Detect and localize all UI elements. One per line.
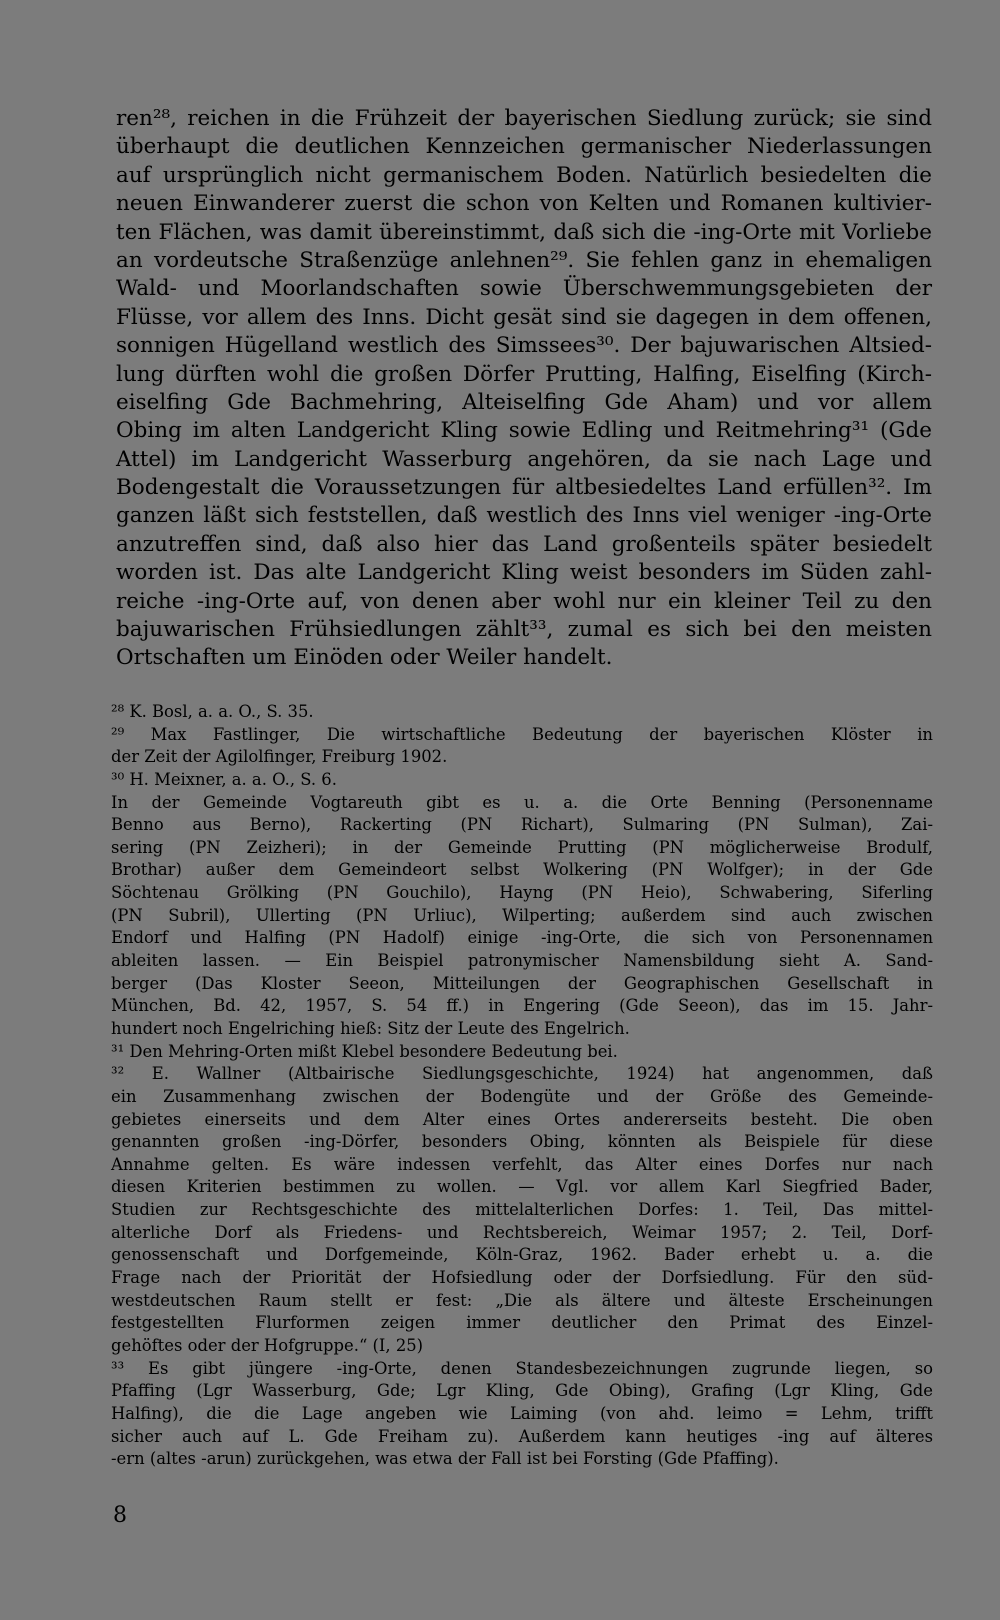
footnote-line: festgestellten Flurformen zeigen immer deutlicher den Primat des Einzel- [111,1313,933,1333]
footnote-line: hundert noch Engelriching hieß: Sitz der Leute des Engelrich. [111,1018,630,1038]
footnote-line: ableiten lassen. — Ein Beispiel patronymischer Namensbildung sieht A. Sand- [111,951,933,971]
footnote-line: München, Bd. 42, 1957, S. 54 ff.) in Engering (Gde Seeon), das im 15. Jahr- [111,996,933,1016]
footnote-31: ³¹ Den Mehring-Orten mißt Klebel besondere Bedeutung bei. [111,1041,618,1061]
body-line: worden ist. Das alte Landgericht Kling weist besonders im Süden zahl- [116,560,932,586]
footnote-line: -ern (altes -arun) zurückgehen, was etwa der Fall ist bei Forsting (Gde Pfaffing). [111,1449,779,1469]
footnote-line: westdeutschen Raum stellt er fest: „Die als ältere und älteste Erscheinungen [111,1290,933,1310]
footnote-line: ein Zusammenhang zwischen der Bodengüte und der Größe des Gemeinde- [111,1086,933,1106]
footnote-line: Brothar) außer dem Gemeindeort selbst Wolkering (PN Wolfger); in der Gde [111,860,933,880]
body-line: reiche -ing-Orte auf, von denen aber wohl nur ein kleiner Teil zu den [116,588,932,614]
body-line: anzutreffen sind, daß also hier das Land großenteils später besiedelt [116,531,932,557]
footnote-29: ²⁹ Max Fastlinger, Die wirtschaftliche Bedeutung der bayerischen Klöster in [111,724,933,744]
body-line: Bodengestalt die Voraussetzungen für altbesiedeltes Land erfüllen³². Im [116,475,932,501]
footnote-line: sering (PN Zeizheri); in der Gemeinde Prutting (PN möglicherweise Brodulf, [111,837,933,857]
footnote-30: ³⁰ H. Meixner, a. a. O., S. 6. [111,769,337,789]
body-line: Attel) im Landgericht Wasserburg angehören, da sie nach Lage und [116,446,932,472]
body-line: auf ursprünglich nicht germanischem Boden. Natürlich besiedelten die [116,162,932,188]
body-line: lung dürften wohl die großen Dörfer Prutting, Halfing, Eiselfing (Kirch- [116,361,932,387]
body-line: ganzen läßt sich feststellen, daß westlich des Inns viel weniger -ing-Orte [116,503,932,529]
footnote-line: sicher auch auf L. Gde Freiham zu). Außerdem kann heutiges -ing auf älteres [111,1426,933,1446]
footnote-line: Annahme gelten. Es wäre indessen verfehlt, das Alter eines Dorfes nur nach [111,1154,933,1174]
footnote-line: Benno aus Berno), Rackerting (PN Richart), Sulmaring (PN Sulman), Zai- [111,815,933,835]
footnote-line: Söchtenau Grölking (PN Gouchilo), Hayng (PN Heio), Schwabering, Siferling [111,883,933,903]
footnote-line: Studien zur Rechtsgeschichte des mittelalterlichen Dorfes: 1. Teil, Das mittel- [111,1200,933,1220]
footnote-line: Pfaffing (Lgr Wasserburg, Gde; Lgr Kling, Gde Obing), Grafing (Lgr Kling, Gde [111,1381,933,1401]
footnote-line: Frage nach der Priorität der Hofsiedlung oder der Dorfsiedlung. Für den süd- [111,1268,933,1288]
body-line: Ortschaften um Einöden oder Weiler handelt. [116,645,613,671]
footnote-line: berger (Das Kloster Seeon, Mitteilungen der Geographischen Gesellschaft in [111,973,933,993]
body-line: eiselfing Gde Bachmehring, Alteiselfing Gde Aham) und vor allem [116,389,932,415]
footnotes [111,701,933,1471]
footnote-33: ³³ Es gibt jüngere -ing-Orte, denen Standesbezeichnungen zugrunde liegen, so [111,1358,933,1378]
body-line: an vordeutsche Straßenzüge anlehnen²⁹. Sie fehlen ganz in ehemaligen [116,247,932,273]
body-line: Obing im alten Landgericht Kling sowie Edling und Reitmehring³¹ (Gde [116,418,932,444]
body-line: ren²⁸, reichen in die Frühzeit der bayerischen Siedlung zurück; sie sind [116,106,932,131]
body-line: Flüsse, vor allem des Inns. Dicht gesät sind sie dagegen in dem offenen, [116,304,932,330]
footnote-line: Halfing), die die Lage angeben wie Laiming (von ahd. leimo = Lehm, trifft [111,1403,933,1423]
body-text [116,105,932,673]
footnote-line: genossenschaft und Dorfgemeinde, Köln-Graz, 1962. Bader erhebt u. a. die [111,1245,933,1265]
footnote-line: Endorf und Halfing (PN Hadolf) einige -ing-Orte, die sich von Personennamen [111,928,933,948]
body-line: bajuwarischen Frühsiedlungen zählt³³, zumal es sich bei den meisten [116,617,932,643]
footnote-line: In der Gemeinde Vogtareuth gibt es u. a. die Orte Benning (Personenname [111,792,933,812]
footnote-line: gehöftes oder der Hofgruppe.“ (I, 25) [111,1335,424,1355]
footnote-line: der Zeit der Agilolfinger, Freiburg 1902. [111,747,448,767]
body-line: Wald- und Moorlandschaften sowie Überschwemmungsgebieten der [116,276,932,302]
body-line: sonnigen Hügelland westlich des Simssees³⁰. Der bajuwarischen Altsied- [116,333,932,359]
footnote-line: diesen Kriterien bestimmen zu wollen. — Vgl. vor allem Karl Siegfried Bader, [111,1177,933,1197]
footnote-32: ³² E. Wallner (Altbairische Siedlungsgeschichte, 1924) hat angenommen, daß [111,1064,933,1084]
footnote-line: (PN Subril), Ullerting (PN Urliuc), Wilperting; außerdem sind auch zwischen [111,905,933,925]
footnote-28: ²⁸ K. Bosl, a. a. O., S. 35. [111,702,314,721]
body-line: ten Flächen, was damit übereinstimmt, daß sich die -ing-Orte mit Vorliebe [116,219,932,245]
footnote-line: alterliche Dorf als Friedens- und Rechtsbereich, Weimar 1957; 2. Teil, Dorf- [111,1222,933,1242]
page-number: 8 [113,1503,127,1528]
footnote-line: gebietes einerseits und dem Alter eines Ortes andererseits besteht. Die oben [111,1109,933,1129]
body-line: überhaupt die deutlichen Kennzeichen germanischer Niederlassungen [116,134,932,160]
footnote-line: genannten großen -ing-Dörfer, besonders Obing, könnten als Beispiele für diese [111,1132,933,1152]
body-line: neuen Einwanderer zuerst die schon von Kelten und Romanen kultivier- [116,191,932,217]
